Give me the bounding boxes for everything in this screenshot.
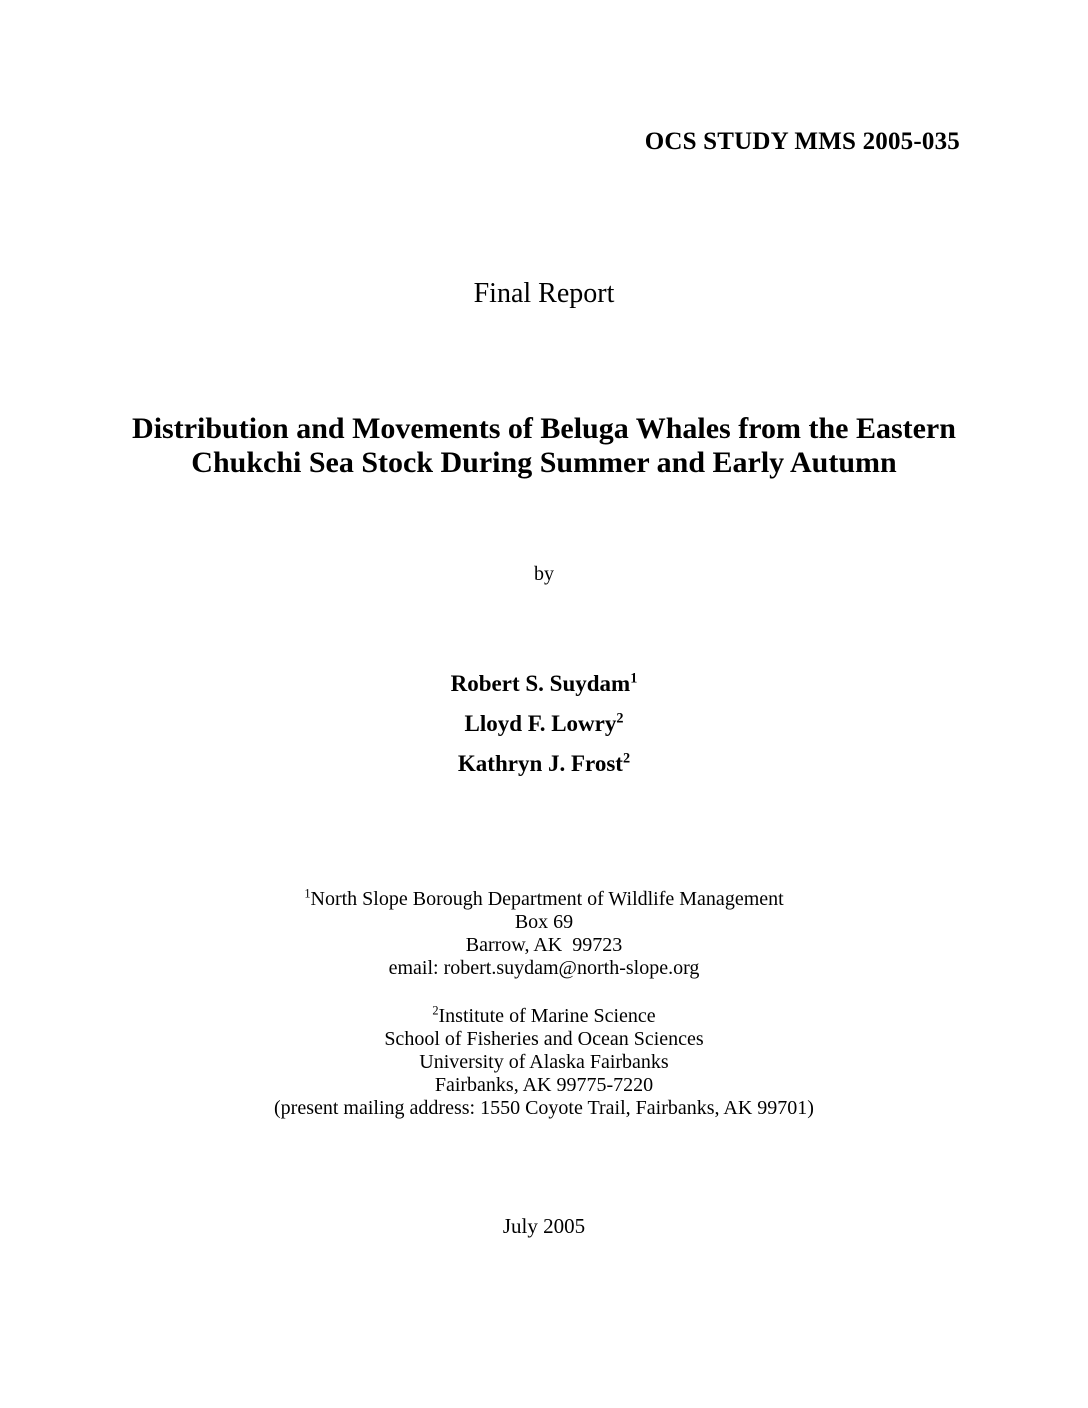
affiliation-2-line-4: Fairbanks, AK 99775-7220 [434, 1074, 654, 1096]
report-title-line-2: Chukchi Sea Stock During Summer and Early Autumn [191, 446, 897, 479]
affiliation-1 [0, 888, 1088, 980]
author-1 [0, 664, 1088, 704]
author-2 [0, 704, 1088, 744]
affiliation-2-line-1 [0, 1005, 1088, 1028]
affiliation-1-line-2: Box 69 [514, 911, 574, 933]
affiliation-1-org: North Slope Borough Department of Wildlife Management [310, 888, 784, 910]
report-date: July 2005 [502, 1214, 586, 1238]
affiliation-1-email: email: robert.suydam@north-slope.org [388, 957, 700, 979]
affiliation-2-mailing-address: (present mailing address: 1550 Coyote Trail, Fairbanks, AK 99701) [274, 1097, 814, 1119]
author-3-superscript: 2 [622, 750, 631, 767]
byline: by [534, 563, 554, 585]
report-title [0, 412, 1088, 480]
affiliation-1-line-3: Barrow, AK 99723 [465, 934, 623, 956]
author-2-superscript: 2 [616, 710, 624, 727]
report-title-line-1: Distribution and Movements of Beluga Whales from the Eastern [132, 412, 956, 445]
author-3 [0, 744, 1088, 784]
affiliation-1-superscript: 1 [304, 886, 311, 901]
author-1-name: Robert S. Suydam [450, 671, 631, 696]
report-number: OCS STUDY MMS 2005-035 [644, 128, 960, 155]
report-type: Final Report [473, 278, 615, 309]
affiliation-2-line-3: University of Alaska Fairbanks [419, 1051, 669, 1073]
affiliation-2-line-2: School of Fisheries and Ocean Sciences [384, 1028, 704, 1050]
author-1-superscript: 1 [630, 670, 638, 687]
affiliation-2-superscript: 2 [432, 1003, 439, 1018]
affiliation-2-org: Institute of Marine Science [438, 1005, 656, 1027]
affiliation-1-line-1 [0, 888, 1088, 911]
author-list [0, 664, 1088, 784]
author-2-name: Lloyd F. Lowry [464, 711, 617, 736]
author-3-name: Kathryn J. Frost [457, 751, 623, 776]
affiliation-2 [0, 1005, 1088, 1120]
